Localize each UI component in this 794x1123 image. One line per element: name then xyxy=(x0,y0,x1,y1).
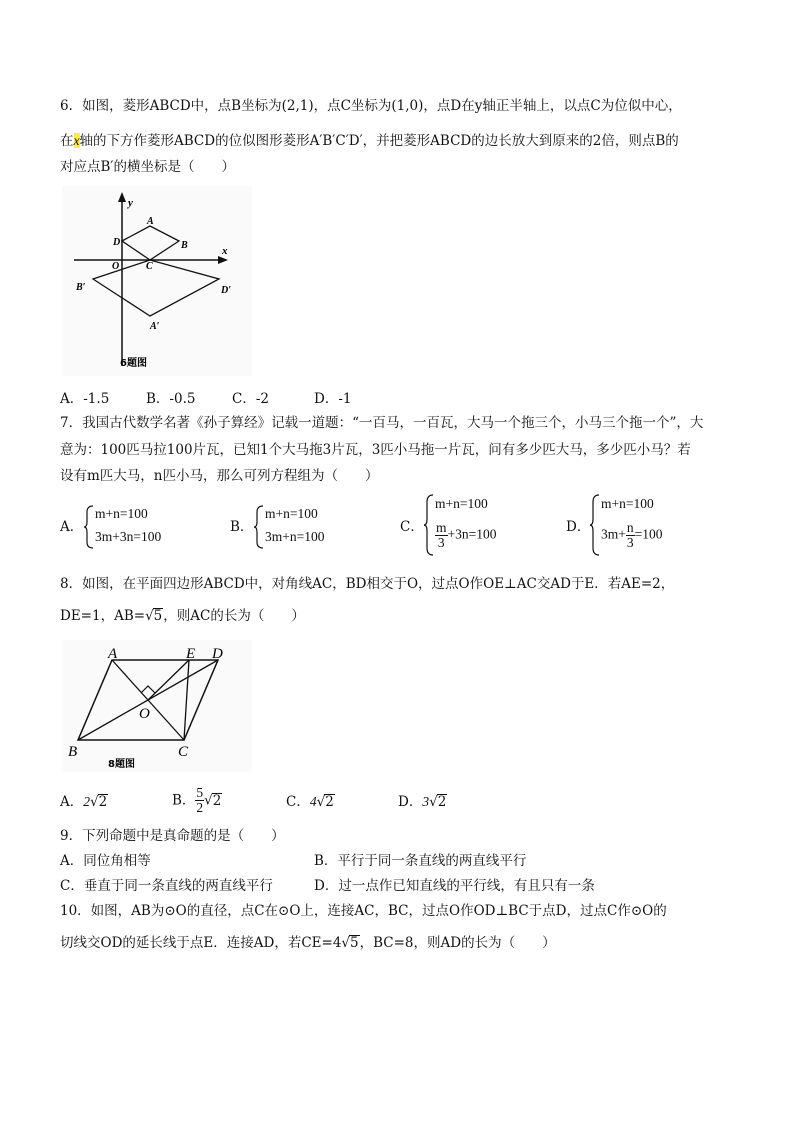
q8-option-b[interactable] xyxy=(172,786,222,815)
sqrt-icon: √ xyxy=(429,794,438,810)
q6-highlighted-x: x xyxy=(73,133,80,148)
q8-b-num: 5 xyxy=(196,785,204,800)
q8-a-coef: 2 xyxy=(83,794,90,809)
q8-b-radicand: 2 xyxy=(212,793,222,809)
q7-d-eq2-rest: =100 xyxy=(634,526,663,542)
label-x: x xyxy=(222,245,228,257)
q8-d-radicand: 2 xyxy=(437,794,447,810)
q8-c-radicand: 2 xyxy=(325,794,334,810)
q7-line2: 意为：100匹马拉100片瓦，已知1个大马拖3片瓦，3匹小马拖一片瓦，问有多少匹大马，多少匹小马？若 xyxy=(60,442,691,458)
q7-d-eq2 xyxy=(601,521,663,550)
q6-option-c[interactable]: C．-2 xyxy=(232,391,269,407)
q7-b-eq1: m+n=100 xyxy=(265,506,318,521)
q7-d-eq2-pre: 3m+ xyxy=(601,526,626,542)
label-A-prime: A′ xyxy=(150,321,160,332)
q8-figure-caption: 8题图 xyxy=(108,759,135,770)
q6-option-d[interactable]: D．-1 xyxy=(314,391,352,407)
brace-icon xyxy=(253,504,265,550)
q6-figure-svg xyxy=(62,186,252,376)
q8-d-coef: 3 xyxy=(422,794,430,809)
label-B: B xyxy=(181,240,188,251)
q8-b-label: B． xyxy=(172,792,196,809)
q8-line2 xyxy=(60,606,305,626)
brace-icon xyxy=(423,493,435,557)
q9-stem: 9．下列命题中是真命题的是（ ） xyxy=(60,828,285,844)
q10-line2-post: ，BC=8，则AD的长为（ ） xyxy=(359,935,556,951)
label-B: B xyxy=(68,744,78,760)
q7-c-frac-num: m xyxy=(436,520,447,535)
label-O: O xyxy=(139,706,150,722)
q8-c-label: C． xyxy=(286,794,310,810)
label-O: O xyxy=(112,261,120,272)
label-C: C xyxy=(146,261,153,272)
q7-c-eq1: m+n=100 xyxy=(435,496,488,511)
q7-c-eq2-rest: +3n=100 xyxy=(447,526,497,542)
q7-d-fraction xyxy=(626,521,635,550)
sqrt-icon: √ xyxy=(204,792,213,809)
q7-d-frac-den: 3 xyxy=(626,535,634,550)
q8-line2-post: ，则AC的长为（ ） xyxy=(163,608,305,624)
q6-line2-post: 轴的下方作菱形ABCD的位似图形菱形A′B′C′D′，并把菱形ABCD的边长放大到原来的2倍，则点B的 xyxy=(79,133,679,149)
brace-icon xyxy=(83,504,95,550)
label-D-prime: D′ xyxy=(221,285,232,296)
label-y: y xyxy=(128,197,133,209)
q8-line2-pre: DE=1，AB= xyxy=(60,608,146,624)
q8-a-label: A． xyxy=(60,794,84,810)
q8-option-a[interactable] xyxy=(60,792,108,812)
q7-d-frac-num: n xyxy=(626,520,634,535)
q8-a-radicand: 2 xyxy=(98,794,108,810)
q8-b-fraction xyxy=(195,786,204,815)
q6-option-b[interactable]: B．-0.5 xyxy=(146,391,196,407)
q6-line3: 对应点B′的横坐标是（ ） xyxy=(60,159,235,175)
q8-figure-svg xyxy=(62,640,252,772)
q7-option-a-label[interactable]: A． xyxy=(60,519,84,535)
label-D: D xyxy=(113,237,121,248)
sqrt-icon: √ xyxy=(341,935,351,951)
brace-icon xyxy=(589,493,601,557)
sqrt-icon: √ xyxy=(145,608,154,624)
q7-c-frac-den: 3 xyxy=(437,535,445,550)
q10-line2-radicand: 5 xyxy=(350,935,359,951)
q7-a-eq1: m+n=100 xyxy=(95,506,148,521)
q7-option-a-system[interactable] xyxy=(83,504,203,550)
q7-option-d-label[interactable]: D． xyxy=(566,519,591,535)
label-B-prime: B′ xyxy=(76,282,86,293)
q8-line2-radicand: 5 xyxy=(153,608,163,624)
q10-line2-pre: 切线交OD的延长线于点E．连接AD，若CE=4 xyxy=(60,935,342,951)
q7-option-c-system[interactable] xyxy=(423,493,553,557)
q6-figure-caption: 6题图 xyxy=(120,358,147,369)
label-D: D xyxy=(212,646,223,662)
q7-option-b-label[interactable]: B． xyxy=(230,519,254,535)
q8-line1: 8．如图，在平面四边形ABCD中，对角线AC，BD相交于O，过点O作OE⊥AC交AD于E．若AE=2， xyxy=(60,576,675,592)
q6-line2 xyxy=(60,131,679,151)
q7-c-fraction xyxy=(435,521,448,550)
q7-b-eq2: 3m+n=100 xyxy=(265,529,325,544)
q7-line3: 设有m匹大马，n匹小马，那么可列方程组为（ ） xyxy=(60,468,379,484)
label-A: A xyxy=(147,216,154,227)
q7-d-eq1: m+n=100 xyxy=(601,496,654,511)
q7-a-eq2: 3m+3n=100 xyxy=(95,529,162,544)
sqrt-icon: √ xyxy=(90,794,99,810)
q8-c-coef: 4 xyxy=(309,794,317,809)
q6-line2-pre: 在 xyxy=(60,133,74,149)
q10-line1: 10．如图，AB为⊙O的直径，点C在⊙O上，连接AC，BC，过点O作OD⊥BC于点D，过点C作⊙O的 xyxy=(60,903,667,919)
q7-option-d-system[interactable] xyxy=(589,493,729,557)
q7-option-c-label[interactable]: C． xyxy=(400,519,424,535)
q8-option-d[interactable] xyxy=(398,792,447,812)
q9-option-d[interactable]: D．过一点作已知直线的平行线，有且只有一条 xyxy=(314,878,595,894)
q9-option-c[interactable]: C．垂直于同一条直线的两直线平行 xyxy=(60,878,273,894)
q8-d-label: D． xyxy=(398,794,423,810)
q8-figure xyxy=(62,640,252,772)
sqrt-icon: √ xyxy=(316,794,326,810)
label-C: C xyxy=(178,744,189,760)
q9-option-a[interactable]: A．同位角相等 xyxy=(60,853,151,869)
q7-c-eq2 xyxy=(435,521,497,550)
q8-b-den: 2 xyxy=(196,800,204,815)
q6-figure xyxy=(62,186,252,376)
q8-option-c[interactable] xyxy=(286,792,335,812)
q6-option-a[interactable]: A．-1.5 xyxy=(60,391,110,407)
q9-option-b[interactable]: B．平行于同一条直线的两直线平行 xyxy=(314,853,527,869)
label-E: E xyxy=(186,646,196,662)
q7-option-b-system[interactable] xyxy=(253,504,373,550)
label-A: A xyxy=(108,646,118,662)
q7-line1: 7．我国古代数学名著《孙子算经》记载一道题：“一百马，一百瓦，大马一个拖三个，小马三个拖一个”，大 xyxy=(60,415,704,431)
q10-line2 xyxy=(60,933,556,953)
q6-line1: 6．如图，菱形ABCD中，点B坐标为(2,1)，点C坐标为(1,0)，点D在y轴正半轴上，以点C为位似中心， xyxy=(60,98,682,114)
